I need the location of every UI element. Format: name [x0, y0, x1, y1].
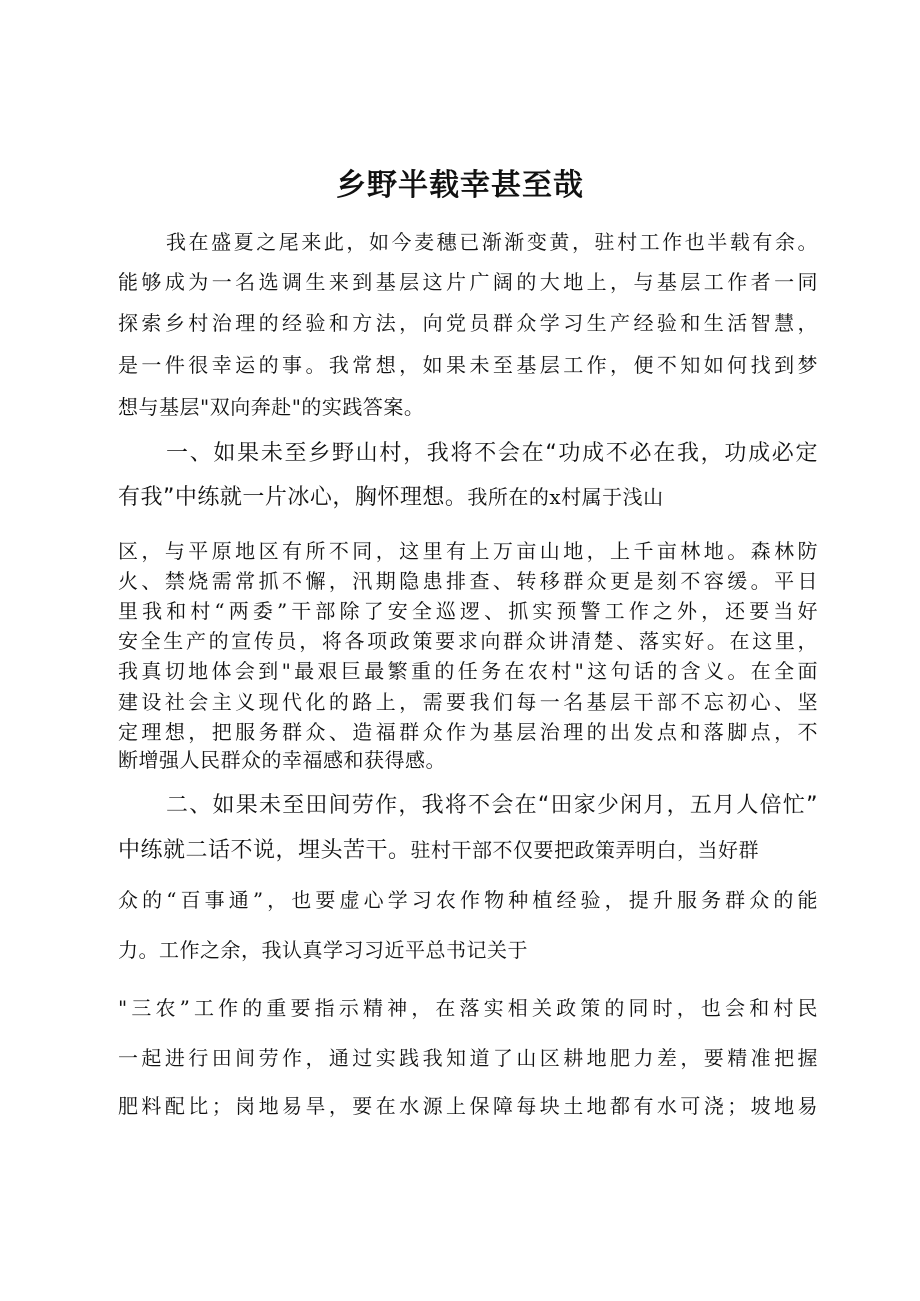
section2-heading-continuation	[118, 836, 818, 865]
section1-heading-continuation	[118, 483, 818, 512]
section1-body-line: 区，与平原地区有所不同，这里有上万亩山地，上千亩林地。森林防	[118, 539, 818, 563]
intro-line: 是一件很幸运的事。我常想，如果未至基层工作，便不知如何找到梦	[118, 353, 818, 377]
section1-heading-line: 一、如果未至乡野山村，我将不会在“功成不必在我，功成必定	[166, 441, 818, 466]
section1-body-line: 定理想，把服务群众、造福群众作为基层治理的出发点和落脚点，不	[118, 720, 818, 744]
section1-body-line: 里我和村“两委”干部除了安全巡逻、抓实预警工作之外，还要当好	[118, 599, 818, 623]
section1-body-line: 我真切地体会到"最艰巨最繁重的任务在农村"这句话的含义。在全面	[118, 659, 818, 683]
section1-heading-tail: 有我”中练就一片冰心，胸怀理想。	[118, 485, 468, 510]
section2-body-line: 力。工作之余，我认真学习习近平总书记关于	[118, 938, 528, 962]
section2-body-start: 驻村干部不仅要把政策弄明白，当好群	[410, 838, 760, 862]
section1-body-line: 安全生产的宣传员，将各项政策要求向群众讲清楚、落实好。在这里，	[118, 629, 818, 653]
section2-body-line: 众的“百事通”，也要虚心学习农作物种植经验，提升服务群众的能	[118, 888, 818, 912]
section2-heading-line: 二、如果未至田间劳作，我将不会在“田家少闲月，五月人倍忙”	[166, 793, 818, 818]
intro-line: 想与基层"双向奔赴"的实践答案。	[118, 395, 425, 419]
intro-line: 能够成为一名选调生来到基层这片广阔的大地上，与基层工作者一同	[118, 270, 818, 294]
section1-body-start: 我所在的x村属于浅山	[467, 485, 664, 509]
page-title: 乡野半载幸甚至哉	[336, 168, 584, 203]
section1-body-line: 断增强人民群众的幸福感和获得感。	[118, 748, 446, 772]
section1-body-line: 建设社会主义现代化的路上，需要我们每一名基层干部不忘初心、坚	[118, 690, 818, 714]
intro-line: 探索乡村治理的经验和方法，向党员群众学习生产经验和生活智慧，	[118, 311, 818, 335]
section2-body-line: 肥料配比；岗地易旱，要在水源上保障每块土地都有水可浇；坡地易	[118, 1094, 818, 1118]
section2-body-line: 一起进行田间劳作，通过实践我知道了山区耕地肥力差，要精准把握	[118, 1046, 818, 1070]
section1-body-line: 火、禁烧需常抓不懈，汛期隐患排查、转移群众更是刻不容缓。平日	[118, 569, 818, 593]
intro-line: 我在盛夏之尾来此，如今麦穗已渐渐变黄，驻村工作也半载有余。	[166, 230, 818, 254]
section2-heading-tail: 中练就二话不说，埋头苦干。	[118, 838, 411, 863]
section2-body-line: "三农”工作的重要指示精神，在落实相关政策的同时，也会和村民	[118, 996, 818, 1020]
